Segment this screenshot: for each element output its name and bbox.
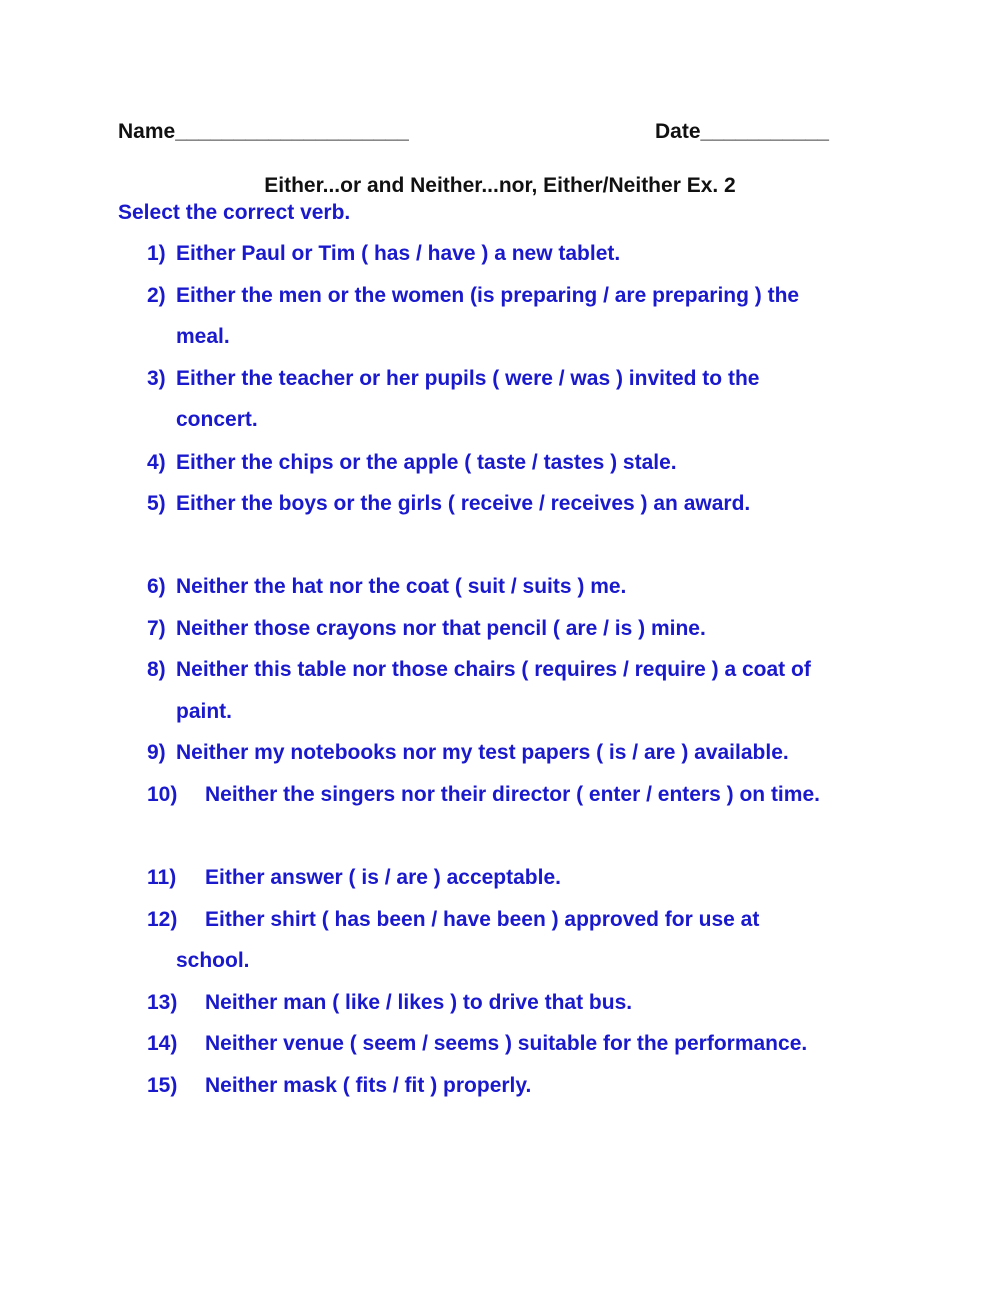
item-number: 5) (147, 492, 166, 515)
item-number: 8) (147, 658, 166, 681)
item-text: Neither those crayons nor that pencil ( are / is ) mine. (176, 617, 706, 640)
item-number: 11) (147, 866, 177, 889)
date-field-label: Date___________ (655, 120, 829, 143)
item-text: Either the teacher or her pupils ( were / was ) invited to the (176, 367, 760, 390)
item-text: Neither mask ( fits / fit ) properly. (205, 1074, 532, 1097)
item-text: Either the chips or the apple ( taste / tastes ) stale. (176, 451, 677, 474)
item-number: 4) (147, 451, 166, 474)
item-text: Either the men or the women (is preparing / are preparing ) the (176, 284, 800, 307)
item-text: Either Paul or Tim ( has / have ) a new tablet. (176, 242, 621, 265)
item-text: Either answer ( is / are ) acceptable. (205, 866, 561, 889)
item-number: 3) (147, 367, 166, 390)
item-text-continued: school. (176, 949, 250, 972)
item-number: 2) (147, 284, 166, 307)
instructions: Select the correct verb. (118, 201, 351, 224)
name-field-label: Name____________________ (118, 120, 409, 143)
item-text-continued: paint. (176, 700, 232, 723)
item-number: 6) (147, 575, 166, 598)
item-number: 7) (147, 617, 166, 640)
item-text: Neither the hat nor the coat ( suit / suits ) me. (176, 575, 627, 598)
item-number: 14) (147, 1032, 178, 1055)
item-number: 15) (147, 1074, 178, 1097)
item-text: Neither this table nor those chairs ( requires / require ) a coat of (176, 658, 811, 681)
worksheet-title: Either...or and Neither...nor, Either/Neither Ex. 2 (264, 174, 736, 197)
item-text-continued: meal. (176, 325, 230, 348)
item-text: Neither my notebooks nor my test papers ( is / are ) available. (176, 741, 789, 764)
item-text: Either the boys or the girls ( receive / receives ) an award. (176, 492, 751, 515)
item-text: Neither man ( like / likes ) to drive that bus. (205, 991, 633, 1014)
item-number: 9) (147, 741, 166, 764)
item-number: 10) (147, 783, 178, 806)
item-text: Either shirt ( has been / have been ) approved for use at (205, 908, 760, 931)
item-text-continued: concert. (176, 408, 258, 431)
item-number: 13) (147, 991, 178, 1014)
item-number: 12) (147, 908, 178, 931)
item-number: 1) (147, 242, 166, 265)
item-text: Neither the singers nor their director ( enter / enters ) on time. (205, 783, 820, 806)
item-text: Neither venue ( seem / seems ) suitable for the performance. (205, 1032, 808, 1055)
